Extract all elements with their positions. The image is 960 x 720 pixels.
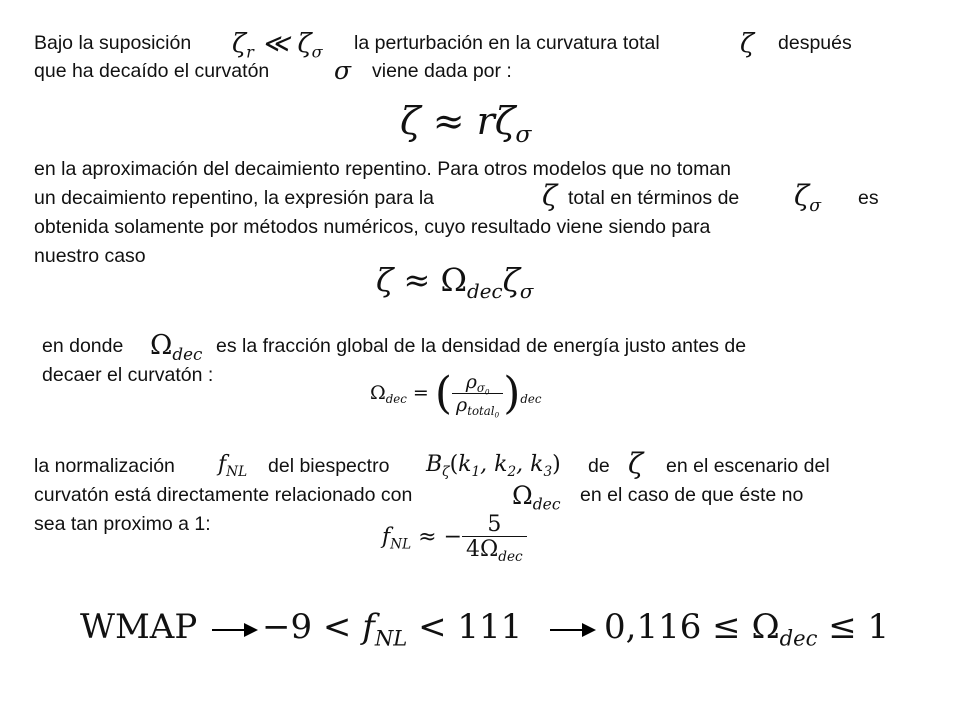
p2-text-5: obtenida solamente por métodos numéricos, cuyo resultado viene siendo para [34, 216, 711, 238]
formula-omega-dec-p4: $\Omega_{dec}$ [512, 481, 561, 514]
wmap-fnl-inequality: $-9 < f_{NL} < 111$ [262, 607, 523, 651]
wmap-label: WMAP [80, 607, 198, 647]
p4-text-3: de [588, 455, 610, 477]
p4-text-2: del biespectro [268, 455, 390, 477]
p3-text-1: en donde [42, 335, 124, 357]
p2-text-6: nuestro caso [34, 245, 146, 267]
formula-omega-dec: $\Omega_{dec}$ [150, 330, 203, 364]
arrow-right-icon-2 [550, 629, 594, 631]
equation-omega-dec-definition: $\Omega_{dec}$ = ( $\frac{\rho_{\sigma_0}}{\rho_{total_0}}$ )$_{dec}$ [370, 368, 542, 420]
p2-text-2: un decaimiento repentino, la expresión para la [34, 187, 435, 209]
p1-text-1: Bajo la suposición [34, 32, 192, 54]
omega-upper-bound: 1 [867, 607, 890, 647]
fnl-lower-bound: −9 [262, 607, 313, 647]
arrow-right-icon [212, 629, 256, 631]
formula-f-nl: $f_{NL}$ [218, 452, 248, 480]
formula-zeta: ζ [740, 29, 755, 59]
p4-text-4: en el escenario del [666, 455, 830, 477]
p1-text-5: viene dada por : [372, 60, 512, 82]
formula-zeta-inline: ζ [542, 179, 558, 212]
wmap-omega-inequality: $0,116 \le \Omega_{dec} \le 1$ [604, 607, 890, 651]
formula-zeta-r-ll-zeta-sigma: $\zeta_r$ ≪ $\zeta_\sigma$ [232, 29, 323, 62]
p3-text-3: decaer el curvatón : [42, 364, 214, 386]
p4-text-1: la normalización [34, 455, 175, 477]
p2-text-3: total en términos de [568, 187, 740, 209]
p4-text-7: sea tan proximo a 1: [34, 513, 211, 535]
p4-text-6: en el caso de que éste no [580, 484, 804, 506]
omega-lower-bound: 0,116 [604, 607, 702, 647]
p1-text-4: que ha decaído el curvatón [34, 60, 270, 82]
p4-text-5: curvatón está directamente relacionado con [34, 484, 413, 506]
equation-zeta-approx-r-zeta-sigma: $\zeta \approx r\zeta_\sigma$ [400, 99, 532, 149]
fnl-upper-bound: 111 [457, 607, 523, 647]
formula-zeta-sigma-inline: $\zeta_\sigma$ [794, 179, 822, 217]
p2-text-1: en la aproximación del decaimiento repentino. Para otros modelos que no toman [34, 158, 732, 180]
formula-zeta-p4: ζ [628, 447, 644, 480]
formula-sigma: σ [334, 56, 352, 85]
equation-f-nl-approx: $f_{NL}$ ≈ − $\frac{5}{4\Omega_{dec}}$ [382, 514, 527, 561]
p3-text-2: es la fracción global de la densidad de energía justo antes de [216, 335, 747, 357]
p1-text-2: la perturbación en la curvatura total [354, 32, 660, 54]
p1-text-3: después [778, 32, 852, 54]
p2-text-4: es [858, 187, 879, 209]
formula-bispectrum: $B_\zeta(k_1$, $k_2$, $k_3$) [426, 452, 561, 480]
equation-zeta-approx-omega-dec-zeta-sigma: $\zeta \approx \Omega_{dec}\zeta_\sigma$ [376, 261, 534, 303]
